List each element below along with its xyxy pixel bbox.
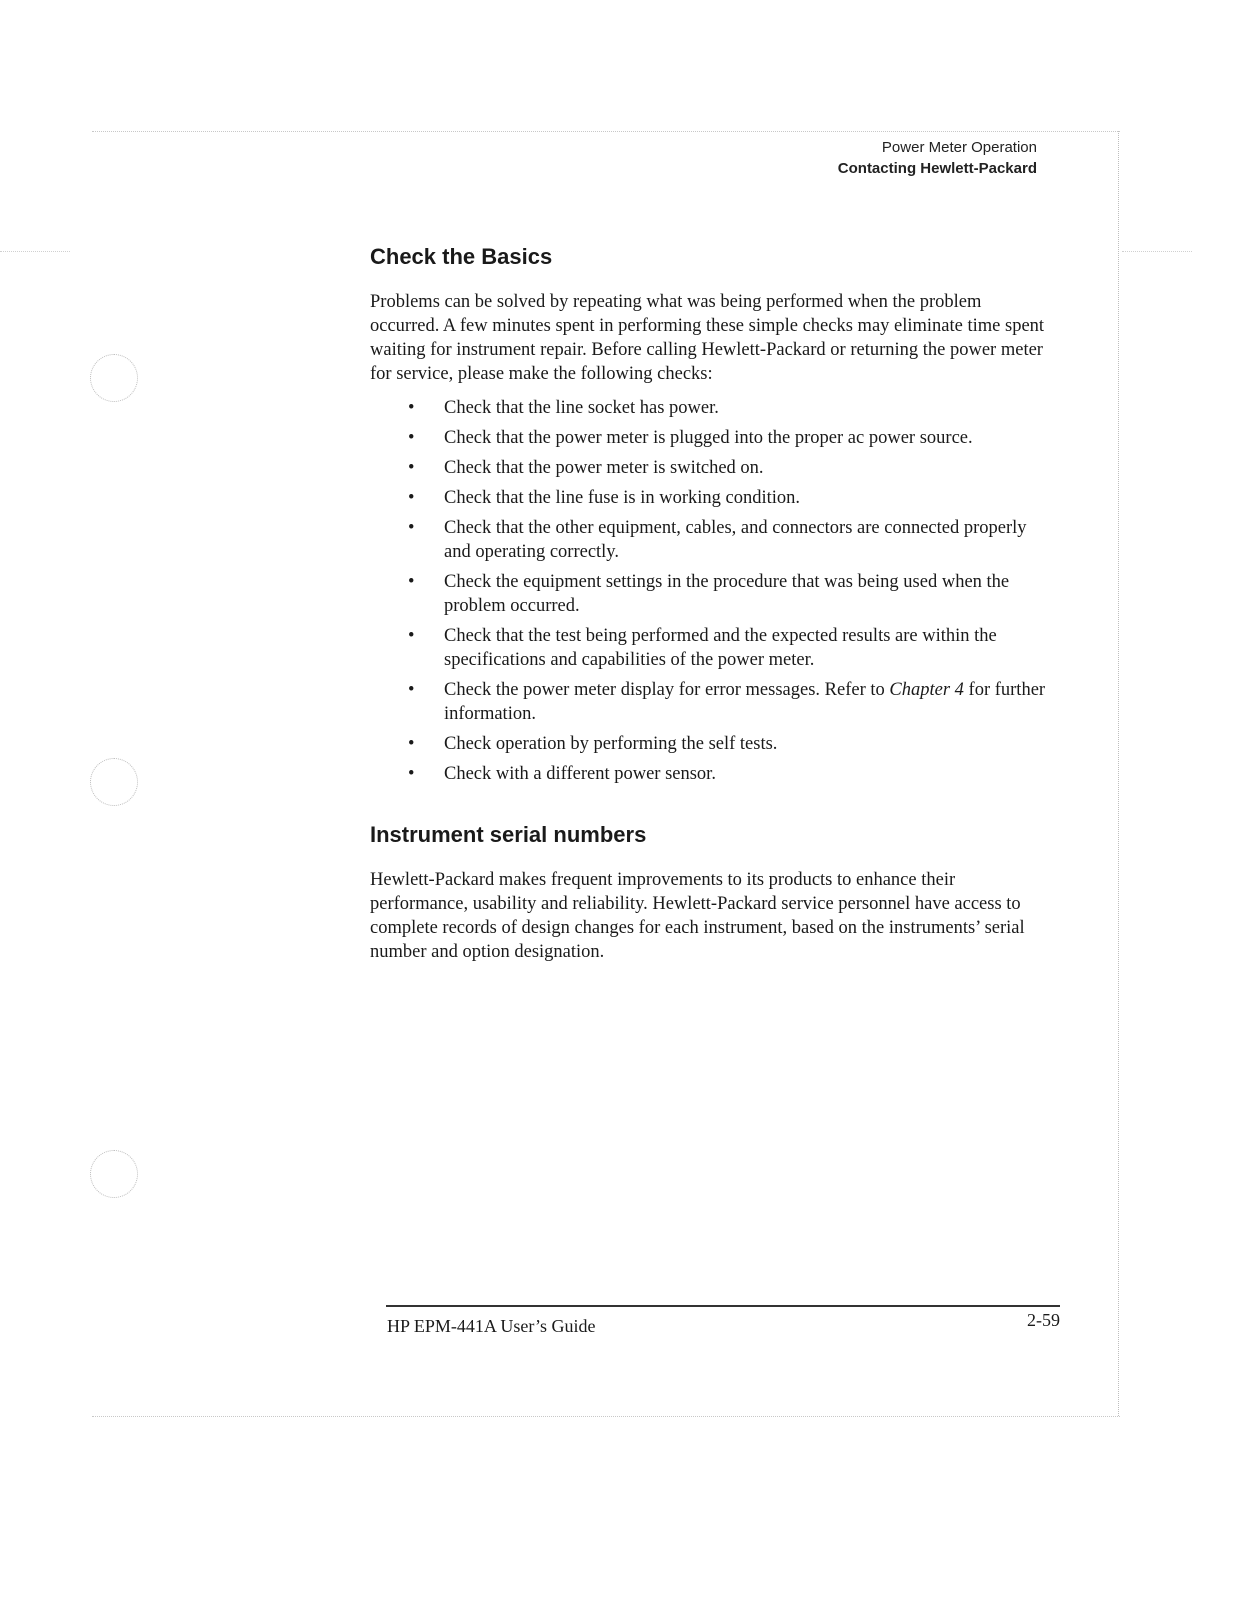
punch-hole-bottom bbox=[90, 1150, 138, 1198]
basics-section bbox=[370, 244, 1050, 786]
check-item bbox=[408, 396, 1050, 420]
check-text: Check that the power meter is plugged into the proper ac power source. bbox=[444, 428, 973, 448]
page-number: 2-59 bbox=[1027, 1310, 1060, 1330]
check-text-before: Check the power meter display for error messages. Refer to bbox=[444, 680, 890, 700]
serial-section bbox=[370, 822, 1050, 964]
checks-list bbox=[370, 396, 1050, 786]
chapter-reference: Chapter 4 bbox=[889, 680, 964, 700]
check-item bbox=[408, 426, 1050, 450]
check-item bbox=[408, 732, 1050, 756]
bullet-glyph: • bbox=[408, 488, 415, 508]
page-edge-right bbox=[1118, 131, 1119, 1416]
bullet-glyph: • bbox=[408, 458, 415, 478]
footer-title: HP EPM-441A User’s Guide bbox=[387, 1316, 596, 1336]
bullet-glyph: • bbox=[408, 518, 415, 538]
footer-rule bbox=[386, 1305, 1060, 1307]
running-header bbox=[838, 137, 1037, 179]
check-item bbox=[408, 486, 1050, 510]
check-text: Check the equipment settings in the procedure that was being used when the problem occurred. bbox=[444, 572, 1010, 616]
basics-intro: Problems can be solved by repeating what was being performed when the problem occurred. A few minutes spent in performing these simple checks may eliminate time spent waiting for instrument repair. Before calling Hewlett-Packard or returning the power meter for service, please make the following checks: bbox=[370, 292, 1045, 384]
bullet-glyph: • bbox=[408, 398, 415, 418]
page-edge-bottom bbox=[92, 1416, 1120, 1417]
punch-hole-middle bbox=[90, 758, 138, 806]
check-item bbox=[408, 624, 1050, 672]
check-text: Check that the line socket has power. bbox=[444, 398, 719, 418]
check-text: Check with a different power sensor. bbox=[444, 764, 716, 784]
bullet-glyph: • bbox=[408, 680, 415, 700]
basics-heading: Check the Basics bbox=[370, 244, 553, 269]
serial-body: Hewlett-Packard makes frequent improvements to its products to enhance their performance, usability and reliability. Hewlett-Packard service personnel have access to complete records of design changes for each instrument, based on the instruments’ serial number and option designation. bbox=[370, 870, 1025, 962]
margin-mark-left bbox=[0, 251, 70, 252]
bullet-glyph: • bbox=[408, 428, 415, 448]
check-item bbox=[408, 570, 1050, 618]
check-text-after: for further information. bbox=[444, 680, 1046, 724]
bullet-glyph: • bbox=[408, 764, 415, 784]
serial-heading: Instrument serial numbers bbox=[370, 822, 647, 847]
punch-hole-top bbox=[90, 354, 138, 402]
check-text: Check that the other equipment, cables, and connectors are connected properly and operating correctly. bbox=[444, 518, 1027, 562]
bullet-glyph: • bbox=[408, 734, 415, 754]
check-item bbox=[408, 762, 1050, 786]
check-text: Check that the test being performed and the expected results are within the specifications and capabilities of the power meter. bbox=[444, 626, 997, 670]
page-edge-top bbox=[92, 131, 1120, 132]
main-content bbox=[370, 244, 1050, 974]
check-item bbox=[408, 456, 1050, 480]
check-text: Check that the line fuse is in working condition. bbox=[444, 488, 801, 508]
check-item bbox=[408, 678, 1050, 726]
check-text: Check that the power meter is switched on. bbox=[444, 458, 764, 478]
header-section: Contacting Hewlett-Packard bbox=[837, 160, 1037, 177]
header-chapter: Power Meter Operation bbox=[881, 139, 1037, 156]
check-item bbox=[408, 516, 1050, 564]
check-text: Check operation by performing the self tests. bbox=[444, 734, 778, 754]
bullet-glyph: • bbox=[408, 626, 415, 646]
margin-mark-right bbox=[1122, 251, 1192, 252]
bullet-glyph: • bbox=[408, 572, 415, 592]
